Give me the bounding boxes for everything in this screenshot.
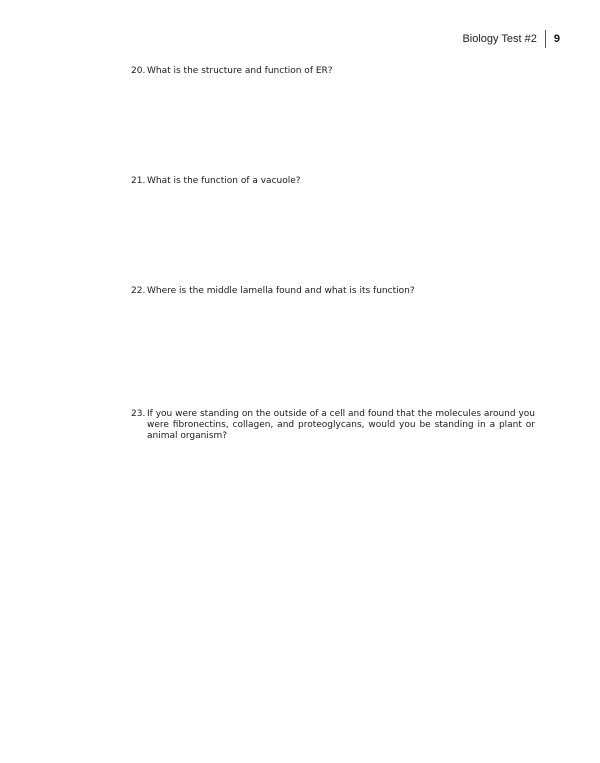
question-number: 22. [131, 286, 146, 296]
page-number: 9 [553, 33, 560, 45]
test-title: Biology Test #2 [462, 33, 537, 45]
question-text: What is the function of a vacuole? [147, 176, 301, 186]
header-divider [545, 30, 546, 48]
question-23 [131, 409, 535, 442]
question-20 [131, 66, 535, 77]
page-header [462, 30, 560, 48]
question-text: If you were standing on the outside of a cell and found that the molecules around you were fibronectins, collagen, and proteoglycans, would you be standing in a plant or animal organism? [147, 409, 535, 441]
question-number: 21. [131, 176, 146, 186]
question-21 [131, 176, 535, 187]
question-22 [131, 286, 535, 297]
question-number: 20. [131, 66, 146, 76]
question-number: 23. [131, 409, 146, 419]
question-text: What is the structure and function of ER? [147, 66, 333, 76]
question-text: Where is the middle lamella found and what is its function? [147, 286, 415, 296]
